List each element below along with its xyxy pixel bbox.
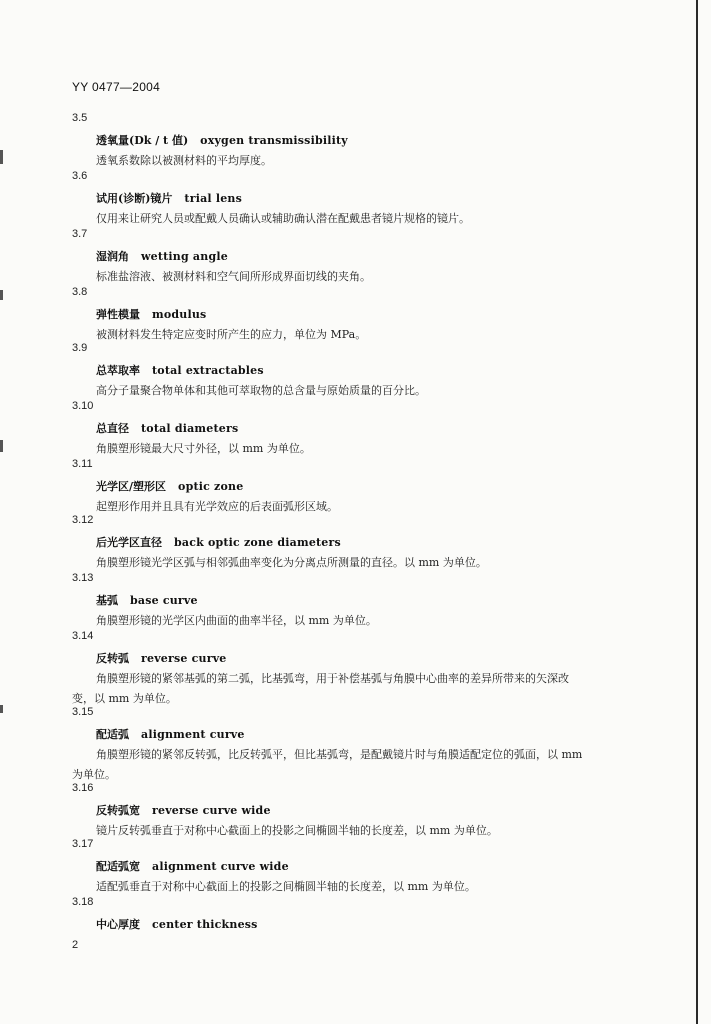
clause-number: 3.7 — [72, 228, 88, 240]
page-edge-shadow — [696, 0, 698, 1024]
clause-number: 3.12 — [72, 514, 94, 526]
clause-number: 3.18 — [72, 896, 94, 908]
term-chinese: 总直径 — [96, 422, 129, 435]
term-english: alignment curve — [141, 728, 245, 741]
term-chinese: 试用(诊断)镜片 — [96, 192, 173, 205]
term-chinese: 光学区/塑形区 — [96, 480, 167, 493]
term-english: reverse curve — [141, 652, 227, 665]
term-english: total extractables — [152, 364, 264, 377]
term-chinese: 中心厚度 — [96, 918, 140, 931]
term-heading — [96, 420, 238, 436]
term-chinese: 配适弧宽 — [96, 860, 140, 873]
term-definition: 角膜塑形镜最大尺寸外径，以 mm 为单位。 — [96, 442, 311, 455]
clause-number: 3.6 — [72, 170, 88, 182]
term-heading — [96, 592, 198, 608]
clause-number: 3.9 — [72, 342, 88, 354]
term-english: reverse curve wide — [152, 804, 271, 817]
clause-number: 3.11 — [72, 458, 93, 470]
term-english: base curve — [130, 594, 198, 607]
term-definition-continued: 变，以 mm 为单位。 — [72, 692, 177, 705]
term-definition: 被测材料发生特定应变时所产生的应力，单位为 MPa。 — [96, 328, 367, 341]
term-heading — [96, 478, 243, 494]
term-definition: 角膜塑形镜的紧邻基弧的第二弧，比基弧弯，用于补偿基弧与角膜中心曲率的差异所带来的矢深改 — [96, 672, 569, 685]
term-chinese: 反转弧宽 — [96, 804, 140, 817]
term-definition-continued: 为单位。 — [72, 768, 116, 781]
standard-code-header: YY 0477—2004 — [72, 80, 161, 94]
term-definition: 标准盐溶液、被测材料和空气间所形成界面切线的夹角。 — [96, 270, 371, 283]
scan-edge-mark — [0, 705, 3, 713]
term-definition: 角膜塑形镜光学区弧与相邻弧曲率变化为分离点所测量的直径。以 mm 为单位。 — [96, 556, 487, 569]
term-english: wetting angle — [141, 250, 228, 263]
term-english: alignment curve wide — [152, 860, 289, 873]
term-definition: 角膜塑形镜的紧邻反转弧，比反转弧平，但比基弧弯，是配戴镜片时与角膜适配定位的弧面，以 mm — [96, 748, 583, 761]
clause-number: 3.14 — [72, 630, 94, 642]
term-heading — [96, 362, 264, 378]
scan-edge-mark — [0, 440, 3, 452]
term-heading — [96, 132, 348, 148]
term-definition: 起塑形作用并且具有光学效应的后表面弧形区域。 — [96, 500, 338, 513]
term-heading — [96, 916, 258, 932]
term-chinese: 弹性模量 — [96, 308, 140, 321]
scan-edge-mark — [0, 290, 3, 300]
term-heading — [96, 248, 228, 264]
term-heading — [96, 802, 271, 818]
clause-number: 3.16 — [72, 782, 94, 794]
scan-edge-mark — [0, 150, 3, 164]
term-chinese: 后光学区直径 — [96, 536, 162, 549]
term-english: optic zone — [178, 480, 244, 493]
term-definition: 镜片反转弧垂直于对称中心截面上的投影之间椭圆半轴的长度差，以 mm 为单位。 — [96, 824, 498, 837]
term-english: oxygen transmissibility — [200, 134, 348, 147]
term-english: back optic zone diameters — [174, 536, 341, 549]
term-heading — [96, 306, 206, 322]
clause-number: 3.17 — [72, 838, 94, 850]
term-heading — [96, 650, 226, 666]
term-definition: 仅用来让研究人员或配戴人员确认或辅助确认潜在配戴患者镜片规格的镜片。 — [96, 212, 470, 225]
clause-number: 3.8 — [72, 286, 88, 298]
clause-number: 3.15 — [72, 706, 94, 718]
term-english: total diameters — [141, 422, 239, 435]
term-english: modulus — [152, 308, 207, 321]
term-chinese: 配适弧 — [96, 728, 129, 741]
term-chinese: 基弧 — [96, 594, 118, 607]
term-definition: 透氧系数除以被测材料的平均厚度。 — [96, 154, 272, 167]
term-chinese: 湿润角 — [96, 250, 129, 263]
term-chinese: 反转弧 — [96, 652, 129, 665]
clause-number: 3.5 — [72, 112, 88, 124]
term-english: trial lens — [184, 192, 242, 205]
clause-number: 3.13 — [72, 572, 94, 584]
page-number: 2 — [72, 939, 79, 951]
clause-number: 3.10 — [72, 400, 94, 412]
term-definition: 高分子量聚合物单体和其他可萃取物的总含量与原始质量的百分比。 — [96, 384, 426, 397]
term-heading — [96, 534, 341, 550]
term-chinese: 透氧量(Dk / t 值) — [96, 134, 189, 147]
term-definition: 角膜塑形镜的光学区内曲面的曲率半径，以 mm 为单位。 — [96, 614, 377, 627]
term-heading — [96, 858, 289, 874]
term-english: center thickness — [152, 918, 258, 931]
term-heading — [96, 190, 242, 206]
term-chinese: 总萃取率 — [96, 364, 140, 377]
term-heading — [96, 726, 245, 742]
term-definition: 适配弧垂直于对称中心截面上的投影之间椭圆半轴的长度差，以 mm 为单位。 — [96, 880, 476, 893]
